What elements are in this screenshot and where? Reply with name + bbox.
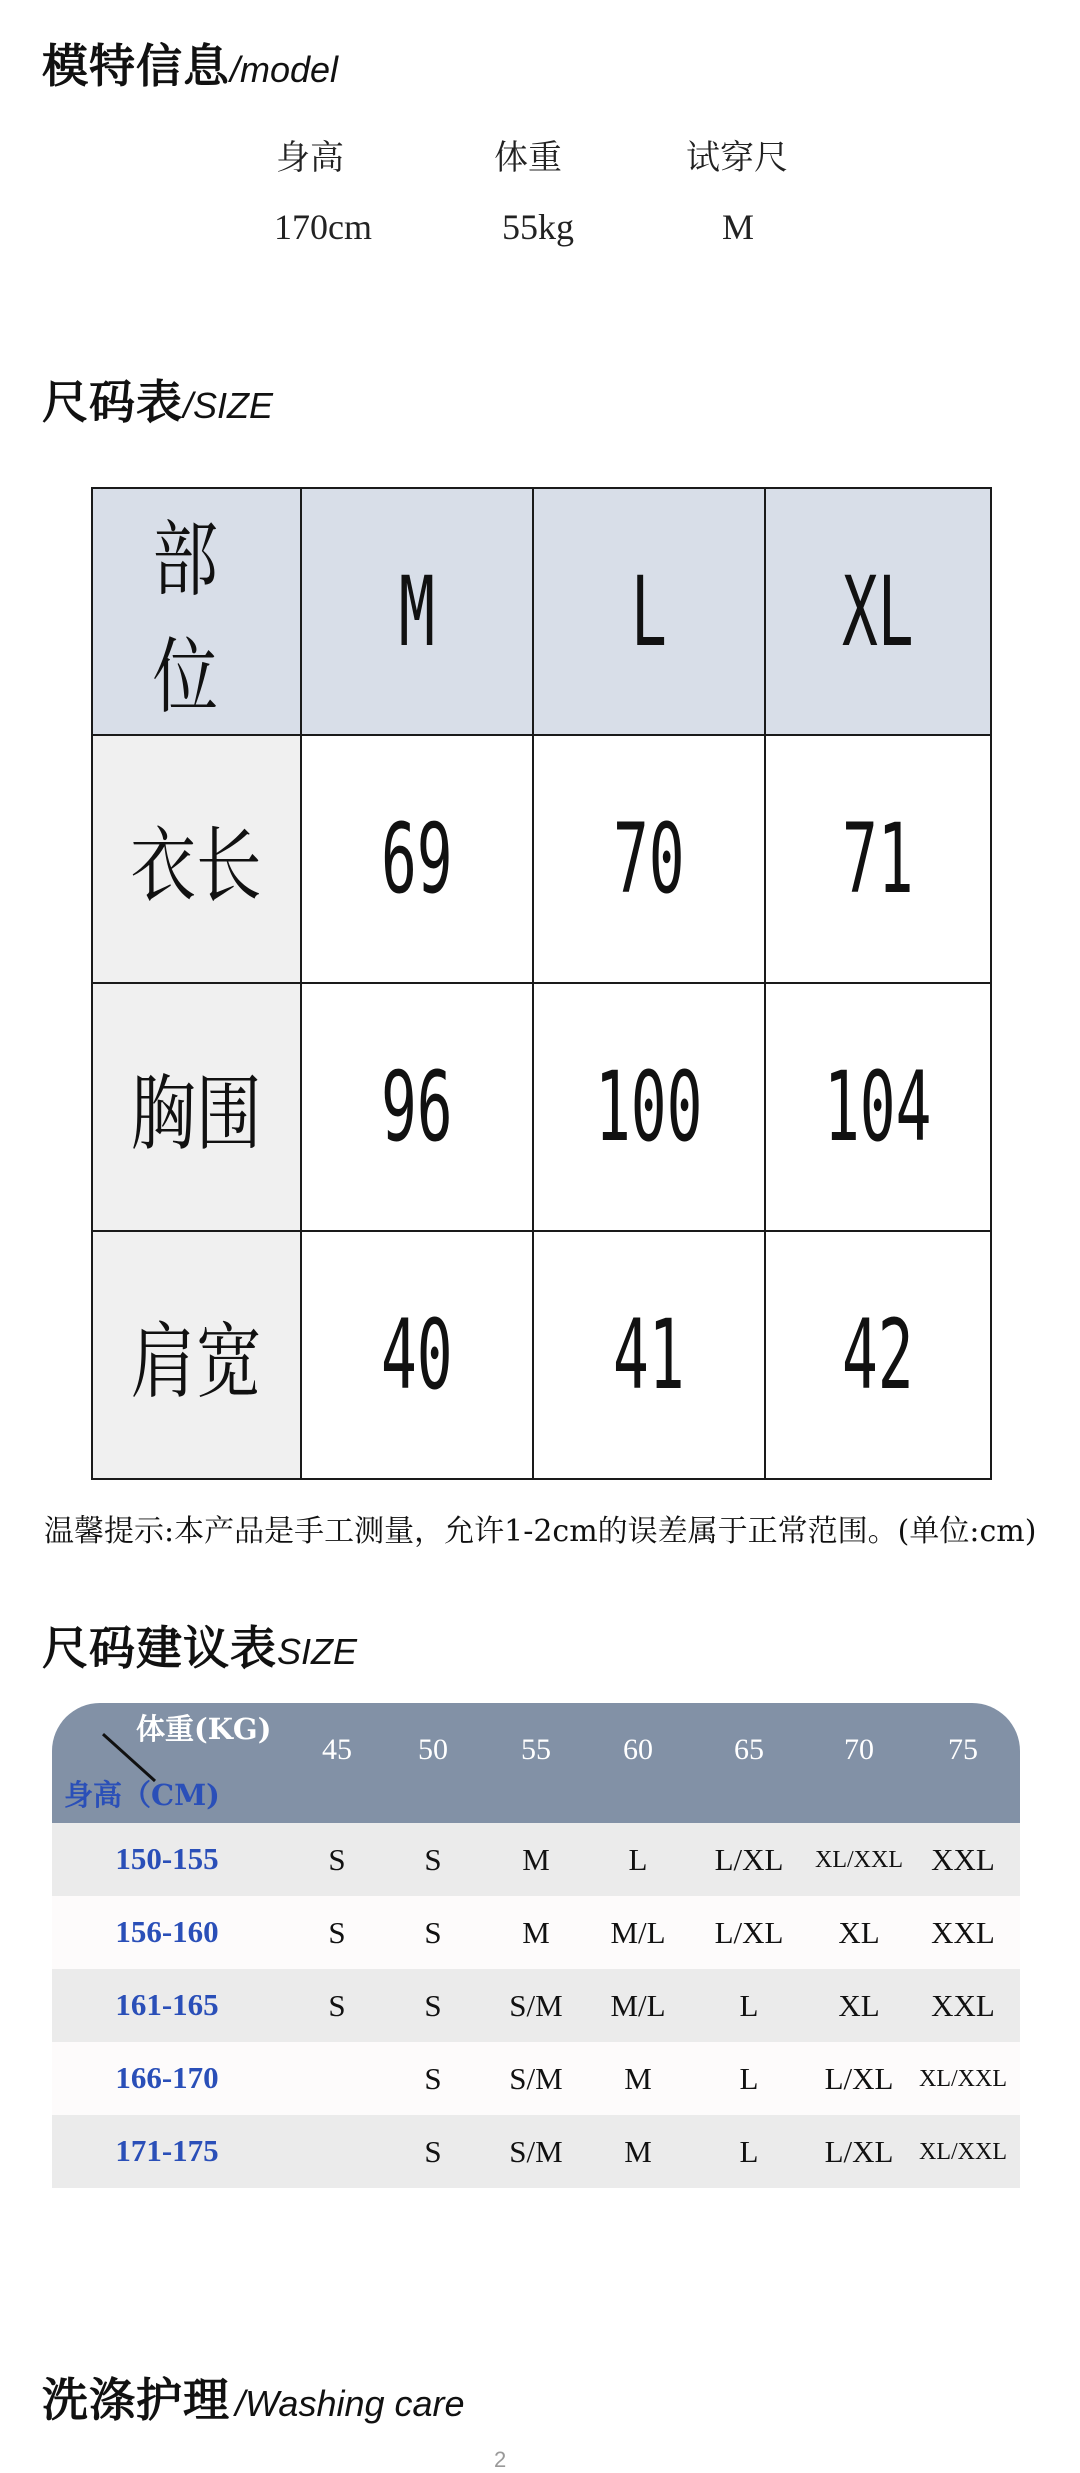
recommended-size: XL xyxy=(838,1988,880,2023)
height-axis-label: 身高（CM) xyxy=(64,1778,220,1812)
size-part-label: 肩宽 xyxy=(130,1314,263,1410)
recommend-title xyxy=(42,1612,357,1678)
size-row-shoulder xyxy=(92,1231,991,1479)
page-marker: 2 xyxy=(494,2447,507,2472)
size-title-zh: 尺码表 xyxy=(42,375,183,429)
size-header-l-label: L xyxy=(631,555,667,668)
size-part-label: 胸围 xyxy=(130,1066,263,1162)
weight-column-header: 75 xyxy=(948,1733,978,1766)
size-row-shoulder-part xyxy=(92,1231,301,1479)
size-header-l xyxy=(533,488,765,735)
size-row-length xyxy=(92,735,991,983)
model-value-height: 170cm xyxy=(274,207,372,247)
size-note: 温馨提示:本产品是手工测量，允许1-2cm的误差属于正常范围。(单位:cm) xyxy=(44,1514,1037,1549)
size-header-m-label: M xyxy=(399,555,435,668)
size-cell xyxy=(533,983,765,1231)
weight-column-header: 50 xyxy=(418,1733,448,1766)
recommended-size: S xyxy=(424,2061,442,2096)
washing-title xyxy=(42,2364,465,2430)
size-value: 69 xyxy=(381,803,453,915)
size-cell xyxy=(533,735,765,983)
size-value: 70 xyxy=(613,803,685,915)
recommend-row xyxy=(52,1969,1020,2042)
recommended-size: S xyxy=(424,2134,442,2169)
recommend-row xyxy=(52,1896,1020,1969)
recommended-size: S/M xyxy=(509,1988,563,2023)
size-value: 40 xyxy=(381,1299,453,1411)
weight-axis-label: 体重(KG) xyxy=(136,1712,272,1746)
size-header-xl xyxy=(765,488,991,735)
size-cell xyxy=(765,735,991,983)
model-header-size: 试穿尺 xyxy=(686,138,788,178)
size-value: 42 xyxy=(842,1299,914,1411)
weight-column-header: 70 xyxy=(844,1733,874,1766)
size-table-header-row xyxy=(92,488,991,735)
recommended-size: XL/XXL xyxy=(815,1847,903,1873)
size-cell xyxy=(533,1231,765,1479)
weight-column-header: 55 xyxy=(521,1733,551,1766)
model-header-weight: 体重 xyxy=(494,138,562,178)
recommended-size: XXL xyxy=(931,1988,995,2023)
height-range: 166-170 xyxy=(115,2060,219,2095)
recommended-size: L xyxy=(628,1842,648,1877)
model-title-zh: 模特信息 xyxy=(42,39,230,93)
recommended-size: XL xyxy=(838,1915,880,1950)
size-row-length-part xyxy=(92,735,301,983)
height-range: 161-165 xyxy=(115,1987,219,2022)
size-value: 41 xyxy=(613,1299,685,1411)
recommended-size: S xyxy=(424,1988,442,2023)
weight-column-header: 45 xyxy=(322,1733,352,1766)
recommend-title-en: SIZE xyxy=(277,1631,358,1672)
size-table xyxy=(91,487,992,1480)
size-header-xl-label: XL xyxy=(842,555,914,668)
size-value: 104 xyxy=(824,1051,932,1163)
recommended-size: M/L xyxy=(610,1988,666,2023)
recommended-size: S xyxy=(424,1915,442,1950)
size-cell xyxy=(765,983,991,1231)
recommended-size: L/XL xyxy=(714,1842,784,1877)
model-value-weight: 55kg xyxy=(502,207,574,247)
model-value-size: M xyxy=(722,207,755,247)
weight-column-header: 60 xyxy=(623,1733,653,1766)
weight-column-header: 65 xyxy=(734,1733,764,1766)
recommended-size: S xyxy=(328,1915,346,1950)
recommended-size: L xyxy=(739,1988,759,2023)
size-value: 71 xyxy=(842,803,914,915)
size-cell xyxy=(301,735,533,983)
recommended-size: L xyxy=(739,2134,759,2169)
recommended-size: M xyxy=(522,1842,550,1877)
recommended-size: S xyxy=(328,1988,346,2023)
recommended-size: L xyxy=(739,2061,759,2096)
recommended-size: M xyxy=(624,2061,652,2096)
size-part-label: 衣长 xyxy=(130,818,263,914)
size-cell xyxy=(301,1231,533,1479)
recommended-size: XXL xyxy=(931,1915,995,1950)
size-row-chest-part xyxy=(92,983,301,1231)
recommended-size: S xyxy=(328,1842,346,1877)
recommended-size: XXL xyxy=(931,1842,995,1877)
height-range: 156-160 xyxy=(115,1914,219,1949)
size-header-m xyxy=(301,488,533,735)
recommend-row xyxy=(52,2042,1020,2115)
recommended-size: XL/XXL xyxy=(919,2139,1007,2165)
recommended-size: M xyxy=(624,2134,652,2169)
size-header-part xyxy=(92,488,301,735)
recommended-size: M xyxy=(522,1915,550,1950)
model-header-height: 身高 xyxy=(276,138,344,178)
size-cell xyxy=(765,1231,991,1479)
size-title xyxy=(42,366,273,432)
washing-title-zh: 洗涤护理 xyxy=(42,2373,230,2427)
recommend-row xyxy=(52,1823,1020,1896)
recommend-table xyxy=(52,1703,1020,2191)
size-value: 96 xyxy=(381,1051,453,1163)
recommended-size: L/XL xyxy=(824,2061,894,2096)
size-title-en: /SIZE xyxy=(183,385,274,426)
recommended-size: L/XL xyxy=(714,1915,784,1950)
size-cell xyxy=(301,983,533,1231)
recommended-size: S xyxy=(424,1842,442,1877)
size-row-chest xyxy=(92,983,991,1231)
recommended-size: M/L xyxy=(610,1915,666,1950)
model-title-en: /model xyxy=(230,49,339,90)
height-range: 150-155 xyxy=(115,1841,219,1876)
recommended-size: S/M xyxy=(509,2061,563,2096)
recommended-size: XL/XXL xyxy=(919,2066,1007,2092)
model-title xyxy=(42,30,338,96)
recommend-row xyxy=(52,2115,1020,2188)
recommended-size: S/M xyxy=(509,2134,563,2169)
washing-title-en: /Washing care xyxy=(235,2383,465,2424)
size-value: 100 xyxy=(595,1051,703,1163)
size-header-part-label: 部 位 xyxy=(152,512,241,725)
recommended-size: L/XL xyxy=(824,2134,894,2169)
recommend-title-zh: 尺码建议表 xyxy=(42,1621,277,1675)
recommend-header xyxy=(52,1703,1020,1823)
height-range: 171-175 xyxy=(115,2133,219,2168)
